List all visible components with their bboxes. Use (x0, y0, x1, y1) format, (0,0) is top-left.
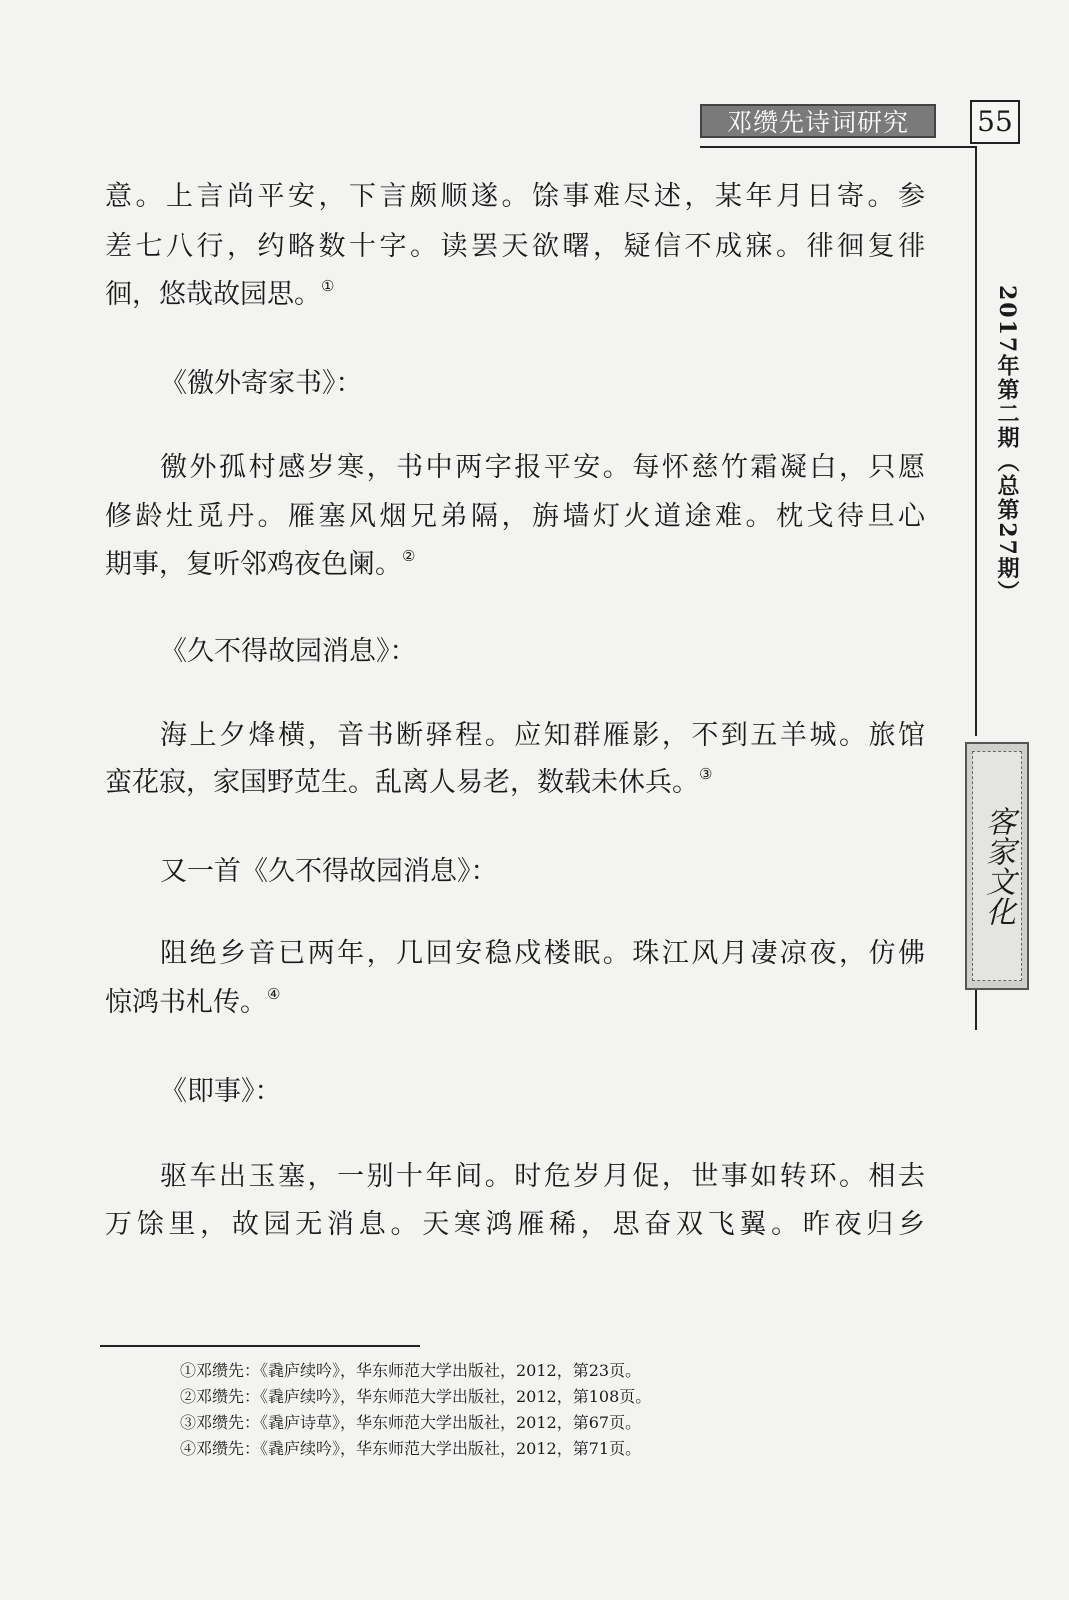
body-line: 万馀里，故园无消息。天寒鸿雁稀，思奋双飞翼。昨夜归乡 (105, 1209, 925, 1240)
page-number: 55 (970, 100, 1020, 144)
body-line: 修龄灶觅丹。雁塞风烟兄弟隔，旃墙灯火道途难。枕戈待旦心 (105, 501, 925, 532)
body-line: 徊，悠哉故园思。① (105, 277, 335, 310)
footnote: ①邓缵先：《毳庐续吟》，华东师范大学出版社，2012，第23页。 (180, 1361, 642, 1380)
body-line: 惊鸿书札传。④ (105, 985, 281, 1018)
logo-calligraphy: 客家文化 (972, 751, 1022, 981)
side-rule-lower (975, 990, 977, 1030)
footnote: ③邓缵先：《毳庐诗草》，华东师范大学出版社，2012，第67页。 (180, 1413, 642, 1432)
issue-label: 2017年第二期（总第27期） (994, 285, 1020, 605)
poem-title: 又一首《久不得故园消息》： (160, 856, 498, 887)
body-line: 驱车出玉塞，一别十年间。时危岁月促，世事如转环。相去 (160, 1161, 925, 1192)
header-rule (700, 146, 975, 148)
poem-title: 《即事》： (160, 1076, 282, 1107)
body-line: 海上夕烽横，音书断驿程。应知群雁影，不到五羊城。旅馆 (160, 720, 925, 751)
body-line: 阻绝乡音已两年，几回安稳戍楼眠。珠江风月凄凉夜，仿佛 (160, 938, 925, 969)
body-line: 徼外孤村感岁寒，书中两字报平安。每怀慈竹霜凝白，只愿 (160, 452, 925, 483)
poem-title: 《久不得故园消息》： (160, 636, 417, 667)
footnote-ref: ② (402, 547, 416, 565)
footnote: ④邓缵先：《毳庐续吟》，华东师范大学出版社，2012，第71页。 (180, 1439, 642, 1458)
journal-title: 邓缵先诗词研究 (700, 104, 936, 138)
poem-title: 《徼外寄家书》： (160, 368, 363, 399)
footnote-rule (100, 1345, 420, 1347)
footnote-ref: ④ (267, 985, 281, 1003)
body-line: 蛮花寂，家国野苋生。乱离人易老，数载未休兵。③ (105, 765, 713, 798)
footnote-ref: ③ (699, 765, 713, 783)
body-line: 期事，复听邻鸡夜色阑。② (105, 547, 416, 580)
footnote-ref: ① (321, 277, 335, 295)
body-line: 差七八行，约略数十字。读罢天欲曙，疑信不成寐。徘徊复徘 (105, 231, 925, 262)
footnote: ②邓缵先：《毳庐续吟》，华东师范大学出版社，2012，第108页。 (180, 1387, 652, 1406)
body-line: 意。上言尚平安，下言颇顺遂。馀事难尽述，某年月日寄。参 (105, 181, 925, 212)
